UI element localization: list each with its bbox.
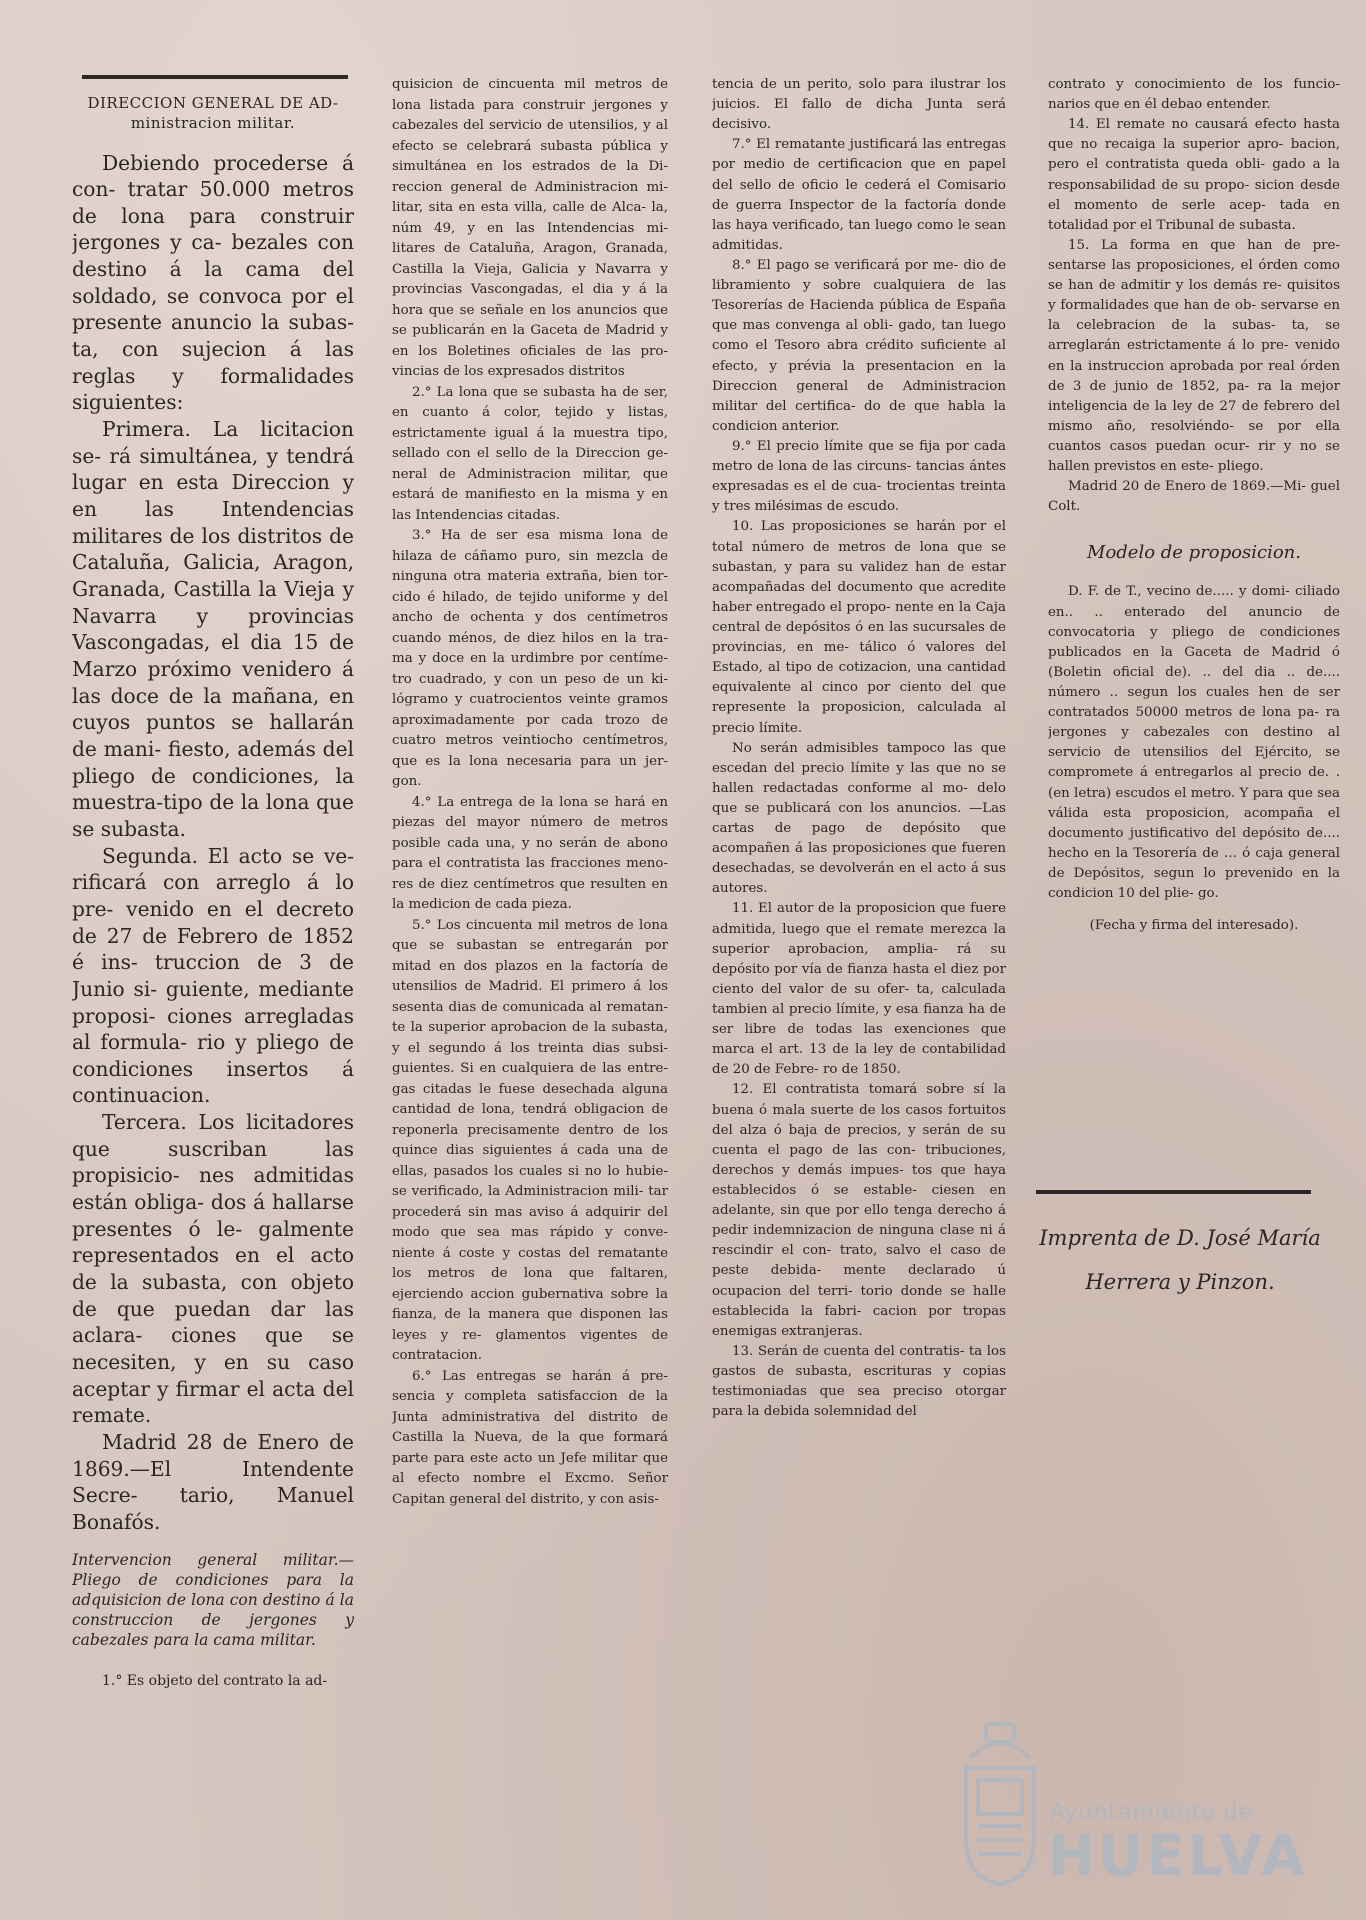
paragraph-condition-4: 4.° La entrega de la lona se hará en piezas del mayor número de metros posible cada una, y no serán de abono para el contratista las fracciones meno- res de diez centímetros que resulten en la medicion de cada pieza. bbox=[392, 794, 668, 912]
paragraph-condition-5: 5.° Los cincuenta mil metros de lona que se subastan se entregarán por mitad en dos plazos en la factoría de utensilios de Madrid. El primero á los sesenta dias de comunicada al rematan- te la superior aprobacion de la subasta, y el segundo á los treinta dias subsi- guientes. Si en cualquiera de las entre- gas citadas le fuese desechada alguna cantidad de lona, tendrá obligacion de reponerla precisamente dentro de los quince dias siguientes á cada una de ellas, pasados los cuales si no lo hubie- se verificado, la Administracion mili- tar procederá sin mas aviso á adquirir del modo que sea mas rápido y conve- niente á coste y costas del rematante los metros de lona que faltaren, ejerciendo accion gubernativa sobre la fianza, de la manera que disponen las leyes y re- glamentos vigentes de contratacion. bbox=[392, 917, 668, 1363]
column-3 bbox=[712, 75, 1006, 1422]
paragraph-condition-7: 7.° El rematante justificará las entregas por medio de certificacion que en papel del sello de oficio le cederá el Comisario de guerra Inspector de la factoría donde las haya verificado, tan luego como le sean admitidas. bbox=[712, 137, 1006, 253]
paragraph-model: D. F. de T., vecino de..... y domi- ciliado en.. .. enterado del anuncio de convocatoria y pliego de condiciones publicados en la Gaceta de Madrid ó (Boletin oficial de). .. del dia .. de.... número .. segun los cuales hen de ser contratados 50000 metros de lona pa- ra jergones y cabezales con destino al servicio de utensilios del Ejército, se compromete á entregarlos al precio de. . (en letra) escudos el metro. Y para que sea válida esta proposicion, acompaña el documento justificativo del depósito de.... hecho en la Tesorería de ... ó caja general de Depósitos, segun lo prevenido en la condicion 10 del plie- go. bbox=[1048, 584, 1340, 902]
paragraph-firma: (Fecha y firma del interesado). bbox=[1089, 918, 1299, 934]
paragraph-continuation: contrato y conocimiento de los funcio- narios que en él debao entender. bbox=[1048, 77, 1340, 113]
imprenta-rule bbox=[1036, 1190, 1311, 1194]
imprenta-line-2: Herrera y Pinzon. bbox=[1085, 1270, 1275, 1294]
paragraph-condition-13: 13. Serán de cuenta del contratis- ta los gastos de subasta, escrituras y copias testimoniadas que sea preciso otorgar para la debida solemnidad del bbox=[712, 1343, 1006, 1420]
watermark-line-1: Ayuntamiento de bbox=[1050, 1800, 1254, 1825]
paragraph-condition-12: 12. El contratista tomará sobre sí la buena ó mala suerte de los casos fortuitos del alza ó baja de precios, y serán de su cuenta el pago de las con- tribuciones, derechos y demás impues- tos que haya establecidos ó se estable- ciesen en adelante, sin que por ello tenga derecho á pedir indemnizacion de ninguna clase ni á rescindir el con- trato, salvo el caso de peste debida- mente declarado ú ocupacion del terri- torio donde se halle establecida la fabri- cacion por tropas enemigas extranjeras. bbox=[712, 1082, 1006, 1339]
imprenta-line-1: Imprenta de D. José María bbox=[1039, 1226, 1321, 1250]
paragraph-intervencion: Intervencion general militar.— Pliego de condiciones para la adquisicion de lona con destino á la construccion de jergones y cabezales para la cama militar. bbox=[72, 1550, 354, 1650]
section-heading: DIRECCION GENERAL DE AD- ministracion militar. bbox=[87, 94, 339, 133]
paragraph-condition-2: 2.° La lona que se subasta ha de ser, en cuanto á color, tejido y listas, estrictamente igual á la muestra tipo, sellado con el sello de la Direccion ge- neral de Administracion militar, que estará de manifiesto en la misma y en las Intendencias citadas. bbox=[392, 384, 668, 523]
watermark-line-2: HUELVA bbox=[1048, 1824, 1308, 1889]
archive-watermark bbox=[950, 1712, 1308, 1902]
paragraph-condition-10b: No serán admisibles tampoco las que escedan del precio límite y las que no se hallen redactadas conforme al mo- delo que se publicará con los anuncios. —Las cartas de pago de depósito que acompañen á las proposiciones que fueren desechadas, se devolverán en el acto á sus autores. bbox=[712, 740, 1006, 897]
paragraph-condition-10: 10. Las proposiciones se harán por el total número de metros de lona que se subastan, y para su validez han de estar acompañadas del documento que acredite haber entregado el propo- nente en la Caja central de depósitos ó en las sucursales de provincias, en me- tálico ó valores del Estado, al tipo de cotizacion, una cantidad equivalente al cinco por ciento del que represente la proposicion, calculada al precio límite. bbox=[712, 519, 1006, 736]
paragraph-tercera: Tercera. Los licitadores que suscriban las propisicio- nes admitidas están obliga- dos á hallarse presentes ó le- galmente representados en el acto de la subasta, con objeto de que puedan dar las aclara- ciones que se necesiten, y en su caso aceptar y firmar el acta del remate. bbox=[72, 1110, 354, 1428]
paragraph-primera: Primera. La licitacion se- rá simultánea, y tendrá lugar en esta Direccion y en las Intendencias militares de los distritos de Cataluña, Galicia, Aragon, Granada, Castilla la Vieja y Navarra y provincias Vascongadas, el dia 15 de Marzo próximo venidero á las doce de la mañana, en cuyos puntos se hallarán de mani- fiesto, además del pliego de condiciones, la muestra-tipo de la lona que se subasta. bbox=[72, 417, 354, 841]
paragraph-condition-1: 1.° Es objeto del contrato la ad- bbox=[102, 1673, 328, 1690]
paragraph-signature: Madrid 28 de Enero de 1869.—El Intendente Secre- tario, Manuel Bonafós. bbox=[72, 1430, 354, 1534]
paragraph-condition-14: 14. El remate no causará efecto hasta que no recaiga la superior apro- bacion, pero el contratista queda obli- gado a la responsabilidad de su propo- sicion desde el momento de serle acep- tada en totalidad por el Tribunal de subasta. bbox=[1048, 117, 1340, 233]
paragraph-condition-3: 3.° Ha de ser esa misma lona de hilaza de cáñamo puro, sin mezcla de ninguna otra materia extraña, bien tor- cido é hilado, de tejido uniforme y del ancho de ochenta y dos centímetros cuando ménos, de diez hilos en la tra- ma y doce en la urdimbre por centíme- tro cuadrado, y con un peso de un ki- lógramo y cuatrocientos veinte gramos aproximadamente por cada trozo de cuatro metros veintiocho centímetros, que es la lona necesaria para un jer- gon. bbox=[392, 528, 668, 789]
paragraph-condition-15: 15. La forma en que han de pre- sentarse las proposiciones, el órden como se han de admitir y los demás re- quisitos y formalidades que han de ob- servarse en la celebracion de la subas- ta, se arreglarán estrictamente á lo pre- venido en la instruccion aprobada por real órden de 3 de junio de 1852, pa- ra la mejor inteligencia de la ley de 27 de febrero del mismo año, resolviéndo- se por ella cuantos casos puedan ocur- rir y no se hallen previstos en este- pliego. bbox=[1048, 237, 1340, 475]
paragraph-continuation: tencia de un perito, solo para ilustrar los juicios. El fallo de dicha Junta será decisivo. bbox=[712, 77, 1006, 133]
paragraph-condition-9: 9.° El precio límite que se fija por cada metro de lona de las circuns- tancias ántes expresadas es el de cua- trocientas treinta y tres milésimas de escudo. bbox=[712, 438, 1006, 515]
paragraph-condition-8: 8.° El pago se verificará por me- dio de libramiento y sobre cualquiera de las Tesorerías de Hacienda pública de España que mas convenga al obli- gado, tan luego como el Tesoro abra crédito suficiente al efecto, y prévia la presentacion en la Direccion general de Administracion militar del certifica- do de que habla la condicion anterior. bbox=[712, 257, 1006, 434]
paragraph-condition-11: 11. El autor de la proposicion que fuere admitida, luego que el remate merezca la superior aprobacion, amplia- rá su depósito por vía de fianza hasta el diez por ciento del valor de su ofer- ta, calculada tambien al precio límite, y esa fianza ha de ser libre de todas las exenciones que marca el art. 13 de la ley de contabilidad de 20 de Febre- ro de 1850. bbox=[712, 901, 1006, 1078]
paragraph-condition-6: 6.° Las entregas se harán á pre- sencia y completa satisfaccion de la Junta administrativa del distrito de Castilla la Nueva, de la que formará parte para este acto un Jefe militar que al efecto nombre el Excmo. Señor Capitan general del distrito, y con asis- bbox=[392, 1368, 668, 1507]
paragraph-continuation: quisicion de cincuenta mil metros de lona listada para construir jergones y cabezales del servicio de utensilios, y al efecto se celebrará subasta pública y simultánea en los estrados de la Di- reccion general de Administracion mi- litar, sita en esta villa, calle de Alca- la, núm 49, y en las Intendencias mi- litares de Cataluña, Aragon, Granada, Castilla la Vieja, Galicia y Navarra y provincias Vascongadas, el dia y á la hora que se señale en los anuncios que se publicarán en la Gaceta de Madrid y en los Boletines oficiales de las pro- vincias de los expresados distritos bbox=[392, 77, 668, 379]
column-4 bbox=[1048, 75, 1340, 936]
column-1 bbox=[72, 75, 354, 1691]
model-title: Modelo de proposicion. bbox=[1087, 542, 1301, 564]
coat-of-arms-icon bbox=[956, 1718, 1044, 1888]
paragraph-segunda: Segunda. El acto se ve- rificará con arreglo á lo pre- venido en el decreto de 27 de Febrero de 1852 é ins- truccion de 3 de Junio si- guiente, mediante proposi- ciones arregladas al formula- rio y pliego de condiciones insertos á continuacion. bbox=[72, 843, 354, 1108]
top-rule bbox=[82, 75, 348, 79]
paragraph-signature: Madrid 20 de Enero de 1869.—Mi- guel Colt. bbox=[1048, 479, 1340, 515]
column-2 bbox=[392, 75, 668, 1510]
paragraph-intro: Debiendo procederse á con- tratar 50.000 metros de lona para construir jergones y ca- bezales con destino á la cama del soldado, se convoca por el presente anuncio la subas- ta, con sujecion á las reglas y formalidades siguientes: bbox=[72, 150, 354, 415]
